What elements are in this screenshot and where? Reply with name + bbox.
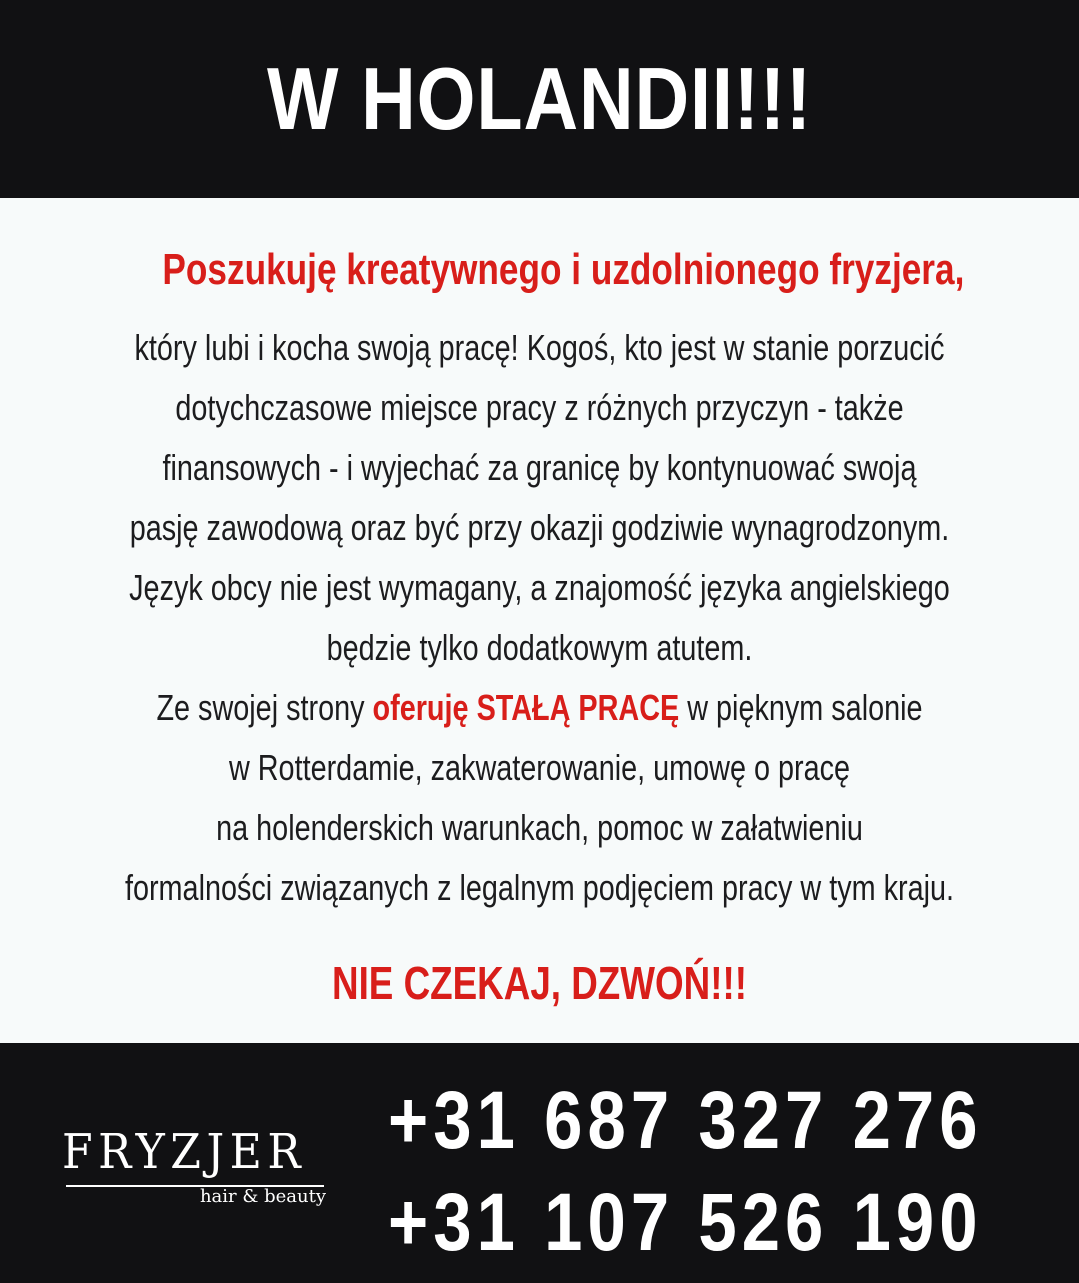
body-line: w Rotterdamie, zakwaterowanie, umowę o pracę <box>228 747 851 788</box>
offer-line <box>108 678 971 738</box>
phone-number-2[interactable]: +31 107 526 190 <box>388 1177 983 1268</box>
body-line: będzie tylko dodatkowym atutem. <box>326 627 753 668</box>
offer-highlight: oferuję <box>372 687 469 728</box>
permanent-job-highlight: STAŁĄ PRACĘ <box>476 687 680 728</box>
logo-name: FRYZJER <box>62 1124 307 1180</box>
call-to-action: NIE CZEKAJ, DZWOŃ!!! <box>332 957 747 1009</box>
body-line: Język obcy nie jest wymagany, a znajomość języka angielskiego <box>129 567 950 608</box>
intro-heading: Poszukuję kreatywnego i uzdolnionego fryzjera, <box>162 245 965 294</box>
offer-line-start: Ze swojej strony <box>156 687 373 728</box>
body-line: dotychczasowe miejsce pracy z różnych przyczyn - także <box>175 387 904 428</box>
offer-body <box>0 318 1079 918</box>
offer-line-gap <box>469 687 477 728</box>
body-line: formalności związanych z legalnym podjęciem pracy w tym kraju. <box>124 867 955 908</box>
body-line: który lubi i kocha swoją pracę! Kogoś, kto jest w stanie porzucić <box>134 327 945 368</box>
phone-number-1[interactable]: +31 687 327 276 <box>388 1075 983 1166</box>
logo-tagline: hair & beauty <box>199 1186 326 1207</box>
body-line: na holenderskich warunkach, pomoc w załatwieniu <box>216 807 863 848</box>
body-line: finansowych - i wyjechać za granicę by kontynuować swoją <box>162 447 917 488</box>
headline: W HOLANDII!!! <box>266 49 812 148</box>
offer-line-end: w pięknym salonie <box>679 687 923 728</box>
salon-logo <box>62 1122 332 1214</box>
body-line: pasję zawodową oraz być przy okazji godziwie wynagrodzonym. <box>129 507 950 548</box>
